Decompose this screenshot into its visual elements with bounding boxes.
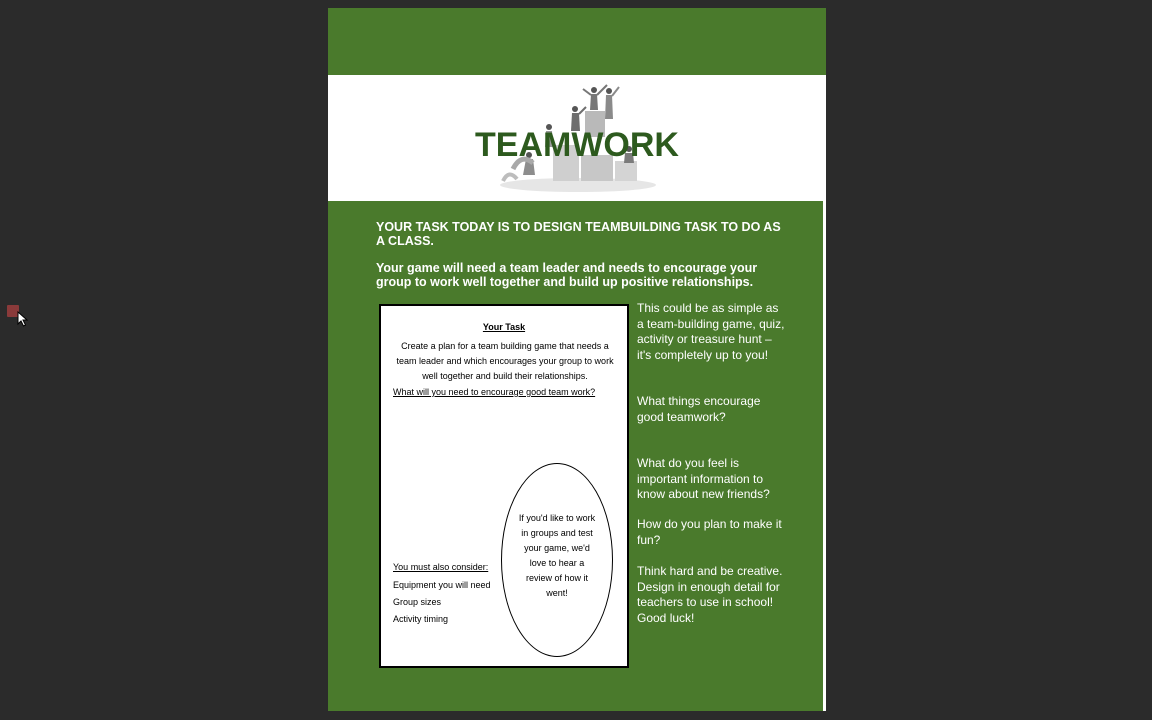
prompt-text: What things encourage good teamwork? — [637, 394, 761, 424]
consider-item: Equipment you will need — [393, 580, 491, 590]
hero-banner — [328, 75, 826, 201]
review-oval — [501, 463, 613, 657]
prompt-text: Think hard and be creative. Design in enough detail for teachers to use in school! Good luck! — [637, 564, 783, 625]
task-card-question: What will you need to encourage good team work? — [393, 387, 596, 397]
prompt-text: How do you plan to make it fun? — [637, 517, 782, 547]
consider-item: Group sizes — [393, 597, 442, 607]
page-edge-divider — [823, 201, 826, 711]
consider-item: Activity timing — [393, 614, 449, 624]
task-card — [379, 304, 629, 668]
page-title: TEAMWORK — [475, 126, 679, 164]
task-headline: YOUR TASK TODAY IS TO DESIGN TEAMBUILDING TASK TO DO AS A CLASS. — [376, 220, 781, 248]
prompt-text: This could be as simple as a team-building game, quiz, activity or treasure hunt – it's completely up to you! — [637, 301, 785, 362]
review-oval-text: If you'd like to work in groups and test your game, we'd love to hear a review of how it went! — [518, 513, 596, 598]
mouse-pointer-icon — [17, 311, 29, 327]
page-top-band — [328, 8, 826, 75]
consider-label: You must also consider: — [393, 562, 489, 572]
task-card-title: Your Task — [482, 322, 526, 332]
task-subheadline: Your game will need a team leader and needs to encourage your group to work well together and build up positive relationships. — [376, 261, 758, 289]
document-page — [328, 8, 826, 711]
task-card-body: Create a plan for a team building game that needs a team leader and which encourages your group to work well together and build their relationships. — [396, 341, 614, 381]
prompt-text: What do you feel is important information to know about new friends? — [637, 456, 770, 501]
